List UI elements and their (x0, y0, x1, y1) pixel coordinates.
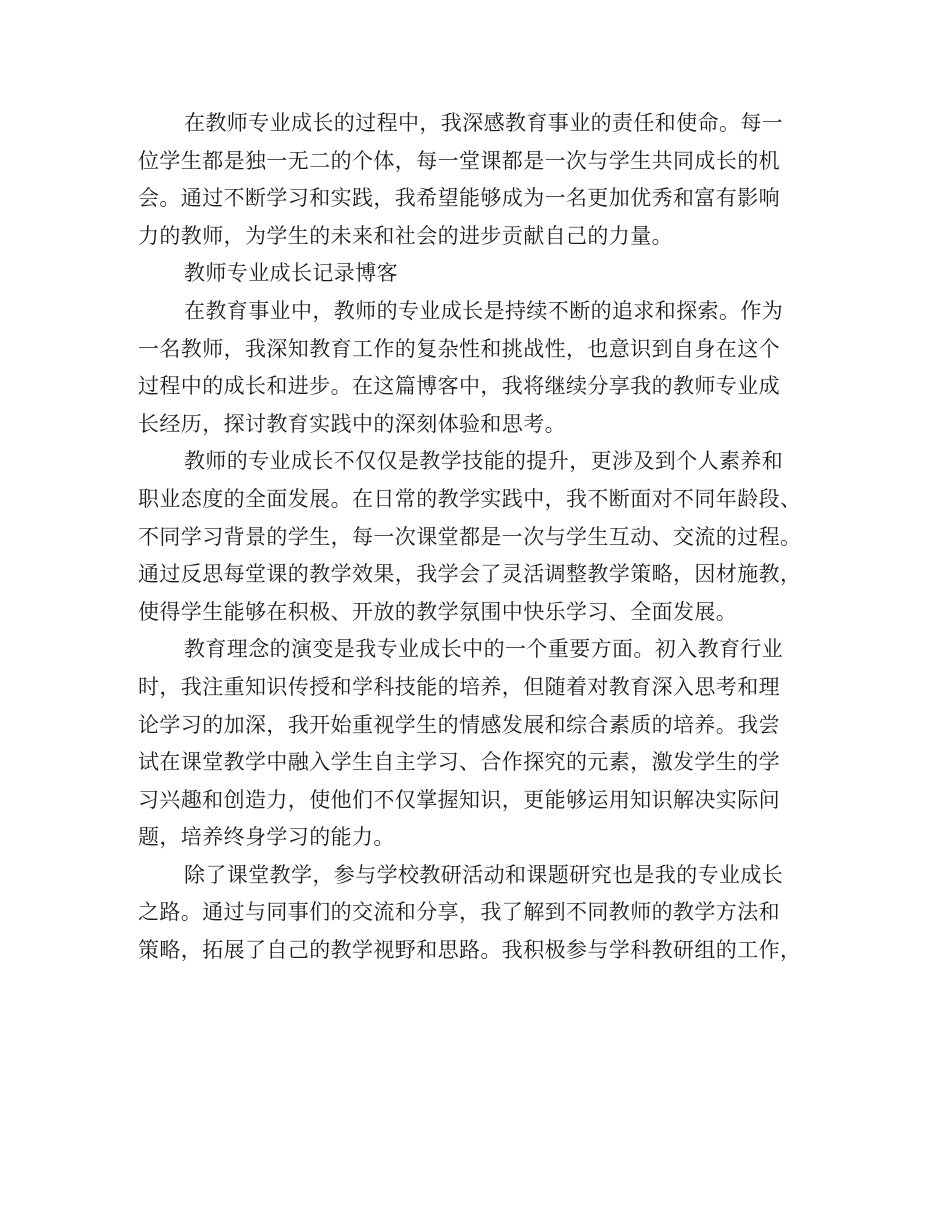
text-line: 习兴趣和创造力，使他们不仅掌握知识，更能够运用知识解决实际问 (138, 787, 780, 812)
text-line: 过程中的成长和进步。在这篇博客中，我将继续分享我的教师专业成 (138, 374, 780, 399)
text-line: 使得学生能够在积极、开放的教学氛围中快乐学习、全面发展。 (138, 599, 738, 624)
text-line: 教育理念的演变是我专业成长中的一个重要方面。初入教育行业 (184, 637, 784, 662)
text-line: 策略，拓展了自己的教学视野和思路。我积极参与学科教研组的工作， (138, 938, 802, 963)
text-line: 通过反思每堂课的教学效果，我学会了灵活调整教学策略，因材施教， (138, 562, 802, 587)
text-line: 一名教师，我深知教育工作的复杂性和挑战性，也意识到自身在这个 (138, 336, 780, 361)
text-line: 时，我注重知识传授和学科技能的培养，但随着对教育深入思考和理 (138, 674, 780, 699)
text-line: 职业态度的全面发展。在日常的教学实践中，我不断面对不同年龄段、 (138, 486, 802, 511)
text-line: 教师的专业成长不仅仅是教学技能的提升，更涉及到个人素养和 (184, 449, 784, 474)
text-line: 题，培养终身学习的能力。 (138, 825, 395, 850)
text-line: 不同学习背景的学生，每一次课堂都是一次与学生互动、交流的过程。 (138, 524, 802, 549)
text-line: 在教师专业成长的过程中，我深感教育事业的责任和使命。每一 (184, 111, 784, 135)
text-line: 位学生都是独一无二的个体，每一堂课都是一次与学生共同成长的机 (138, 148, 780, 173)
text-line: 试在课堂教学中融入学生自主学习、合作探究的元素，激发学生的学 (138, 750, 780, 775)
document-body (138, 105, 838, 970)
text-line: 论学习的加深，我开始重视学生的情感发展和综合素质的培养。我尝 (138, 712, 780, 737)
text-line: 教师专业成长记录博客 (184, 261, 398, 286)
text-line: 会。通过不断学习和实践，我希望能够成为一名更加优秀和富有影响 (138, 186, 780, 211)
text-line: 长经历，探讨教育实践中的深刻体验和思考。 (138, 411, 566, 436)
text-line: 在教育事业中，教师的专业成长是持续不断的追求和探索。作为 (184, 298, 784, 323)
text-line: 之路。通过与同事们的交流和分享，我了解到不同教师的教学方法和 (138, 900, 780, 925)
text-line: 除了课堂教学，参与学校教研活动和课题研究也是我的专业成长 (184, 862, 784, 887)
text-line: 力的教师，为学生的未来和社会的进步贡献自己的力量。 (138, 223, 673, 248)
